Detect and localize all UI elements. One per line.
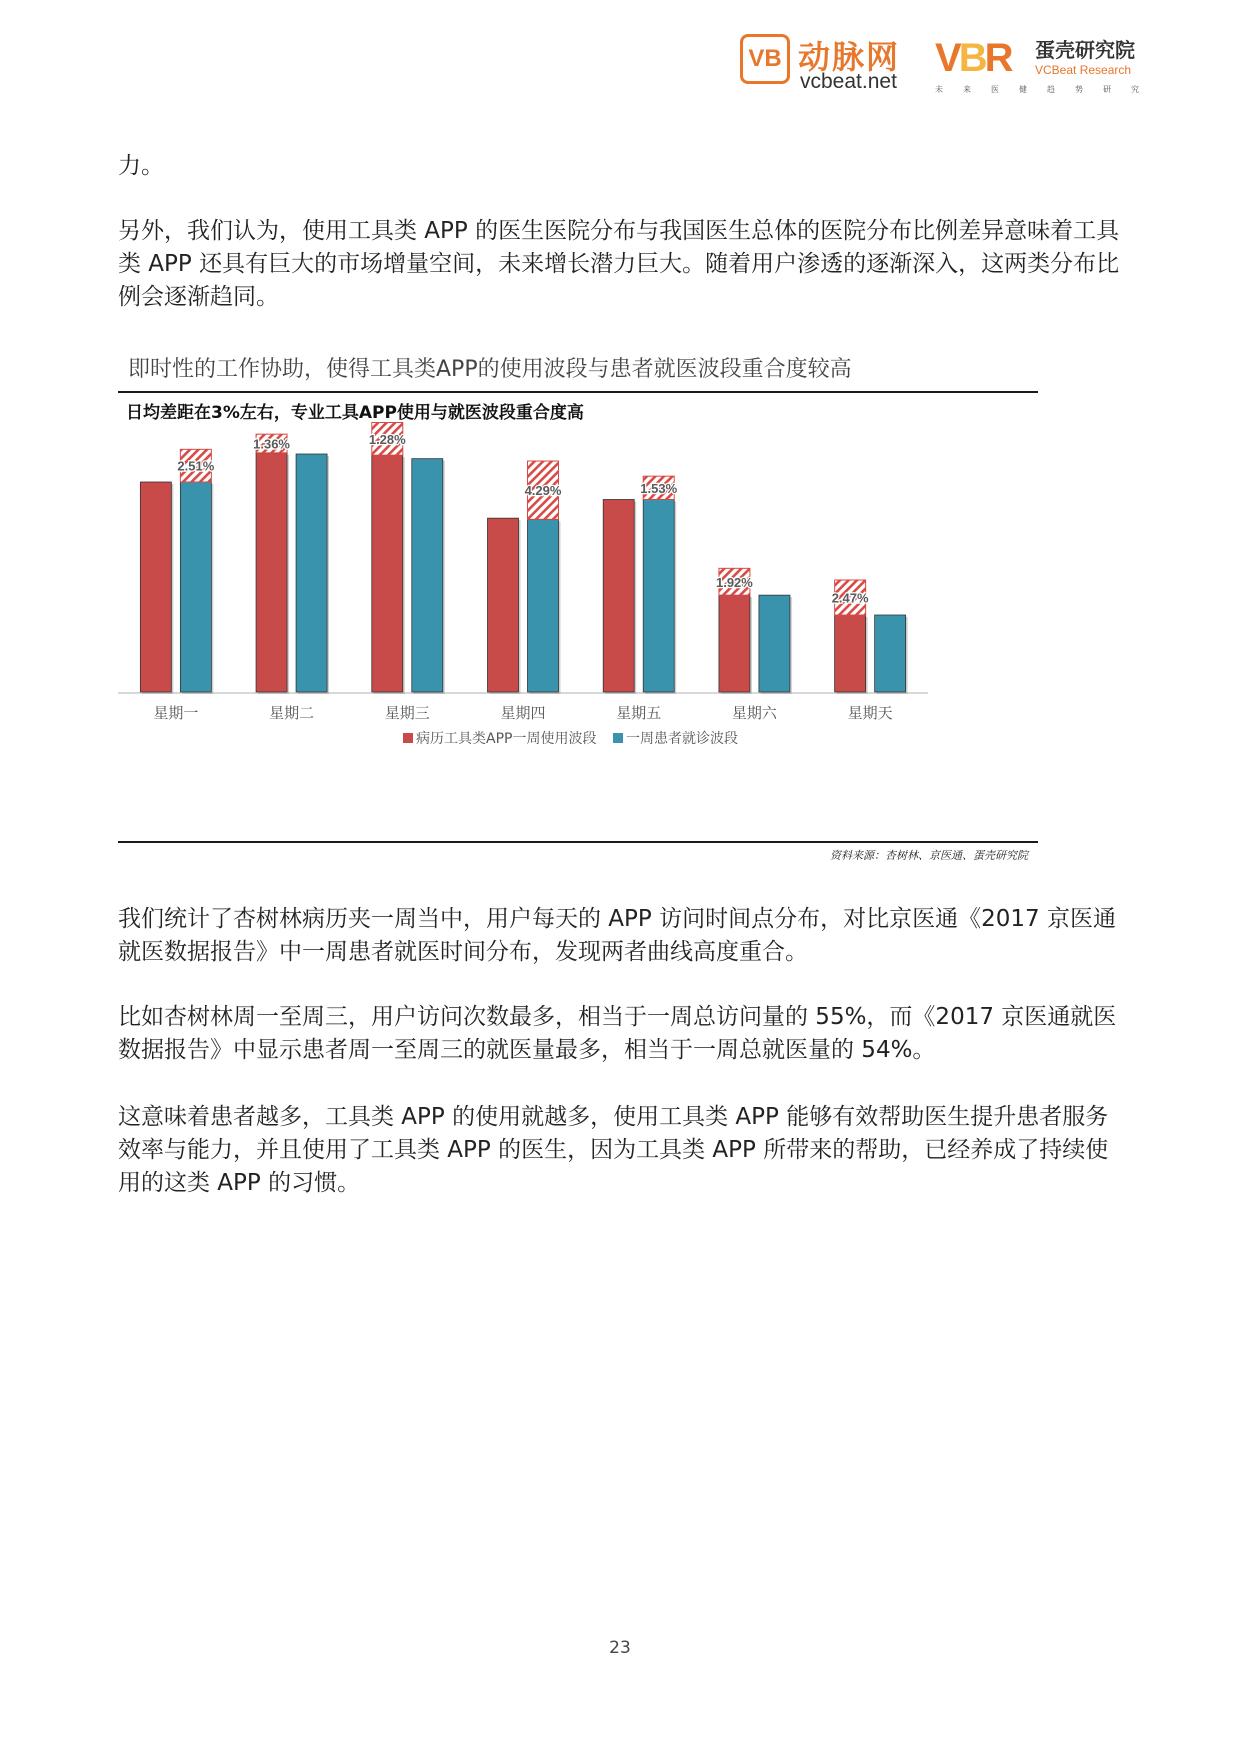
bar-app-usage (719, 595, 750, 692)
bar-app-usage (372, 455, 403, 692)
x-tick-label: 星期三 (384, 704, 430, 722)
paragraph-statistics: 我们统计了杏树林病历夹一周当中，用户每天的 APP 访问时间点分布，对比京医通《2017 京医通就医数据报告》中一周患者就医时间分布，发现两者曲线高度重合。 (118, 906, 1116, 965)
vbr-logo-v: V (935, 36, 959, 80)
bar-patient-visits (296, 454, 327, 692)
page-number: 23 (609, 1638, 631, 1658)
x-tick-label: 星期二 (269, 704, 315, 722)
chart-bottom-rule (118, 841, 1038, 843)
vcbeat-name-en: vcbeat.net (800, 70, 897, 93)
bar-app-usage (835, 615, 866, 692)
x-tick-label: 星期天 (847, 704, 893, 722)
legend-label: 病历工具类APP一周使用波段 (416, 731, 597, 747)
paragraph-market-space: 另外，我们认为，使用工具类 APP 的医生医院分布与我国医生总体的医院分布比例差异意味着工具类 APP 还具有巨大的市场增量空间，未来增长潜力巨大。随着用户渗透的逐渐深入，这两类分布比例会逐渐趋同。 (118, 218, 1120, 310)
x-tick-label: 星期五 (616, 704, 662, 722)
paragraph-conclusion: 这意味着患者越多，工具类 APP 的使用就越多，使用工具类 APP 能够有效帮助医生提升患者服务效率与能力，并且使用了工具类 APP 的医生，因为工具类 APP 所带来的帮助，已经养成了持续使用的这类 APP 的习惯。 (118, 1104, 1109, 1196)
vbr-logo-icon (935, 36, 1010, 81)
usage-wave-chart (118, 350, 1038, 870)
vbr-tagline: 未来医健趋势研究 (935, 85, 1159, 94)
gap-label: 1.92% (715, 574, 753, 590)
chart-legend (403, 730, 738, 747)
gap-label: 2.51% (177, 458, 215, 474)
vbr-name-en: VCBeat Research (1035, 63, 1132, 77)
gap-label: 1.36% (253, 436, 291, 452)
bar-patient-visits (528, 519, 559, 692)
bar-patient-visits (875, 615, 906, 692)
x-tick-label: 星期四 (500, 704, 546, 722)
gap-label: 1.28% (368, 431, 406, 447)
legend-swatch (613, 733, 623, 743)
vcbeat-logo-icon (740, 34, 790, 84)
vbr-logo-r: R (984, 36, 1011, 80)
chart-source: 资料来源：杏树林、京医通、蛋壳研究院 (830, 849, 1028, 862)
x-tick-label: 星期六 (731, 704, 777, 722)
legend-swatch (403, 733, 413, 743)
paragraph-continuation: 力。 (118, 153, 164, 179)
bar-app-usage (603, 500, 634, 693)
gap-label: 2.47% (831, 590, 869, 606)
chart-subtitle: 日均差距在3%左右，专业工具APP使用与就医波段重合度高 (126, 403, 584, 423)
chart-title: 即时性的工作协助，使得工具类APP的使用波段与患者就医波段重合度较高 (128, 357, 852, 382)
bar-app-usage (488, 518, 519, 692)
chart-plot (118, 350, 1038, 870)
bar-patient-visits (180, 482, 211, 692)
vcbeat-name-cn: 动脉网 (798, 38, 901, 76)
gap-label: 4.29% (524, 483, 562, 499)
paragraph-example: 比如杏树林周一至周三，用户访问次数最多，相当于一周总访问量的 55%，而《2017 京医通就医数据报告》中显示患者周一至周三的就医量最多，相当于一周总就医量的 54%。 (118, 1004, 1117, 1063)
vbr-name-cn: 蛋壳研究院 (1035, 38, 1135, 62)
bar-patient-visits (643, 500, 674, 693)
bar-patient-visits (759, 595, 790, 692)
gap-label: 1.53% (640, 480, 678, 496)
bar-app-usage (140, 482, 171, 692)
header-logos (740, 30, 1159, 100)
vbr-logo-b: B (958, 36, 985, 80)
vcbeat-logo-mark: VB (748, 45, 782, 72)
x-tick-label: 星期一 (153, 704, 199, 722)
legend-label: 一周患者就诊波段 (626, 731, 738, 747)
bar-app-usage (256, 453, 287, 692)
bar-patient-visits (412, 459, 443, 692)
